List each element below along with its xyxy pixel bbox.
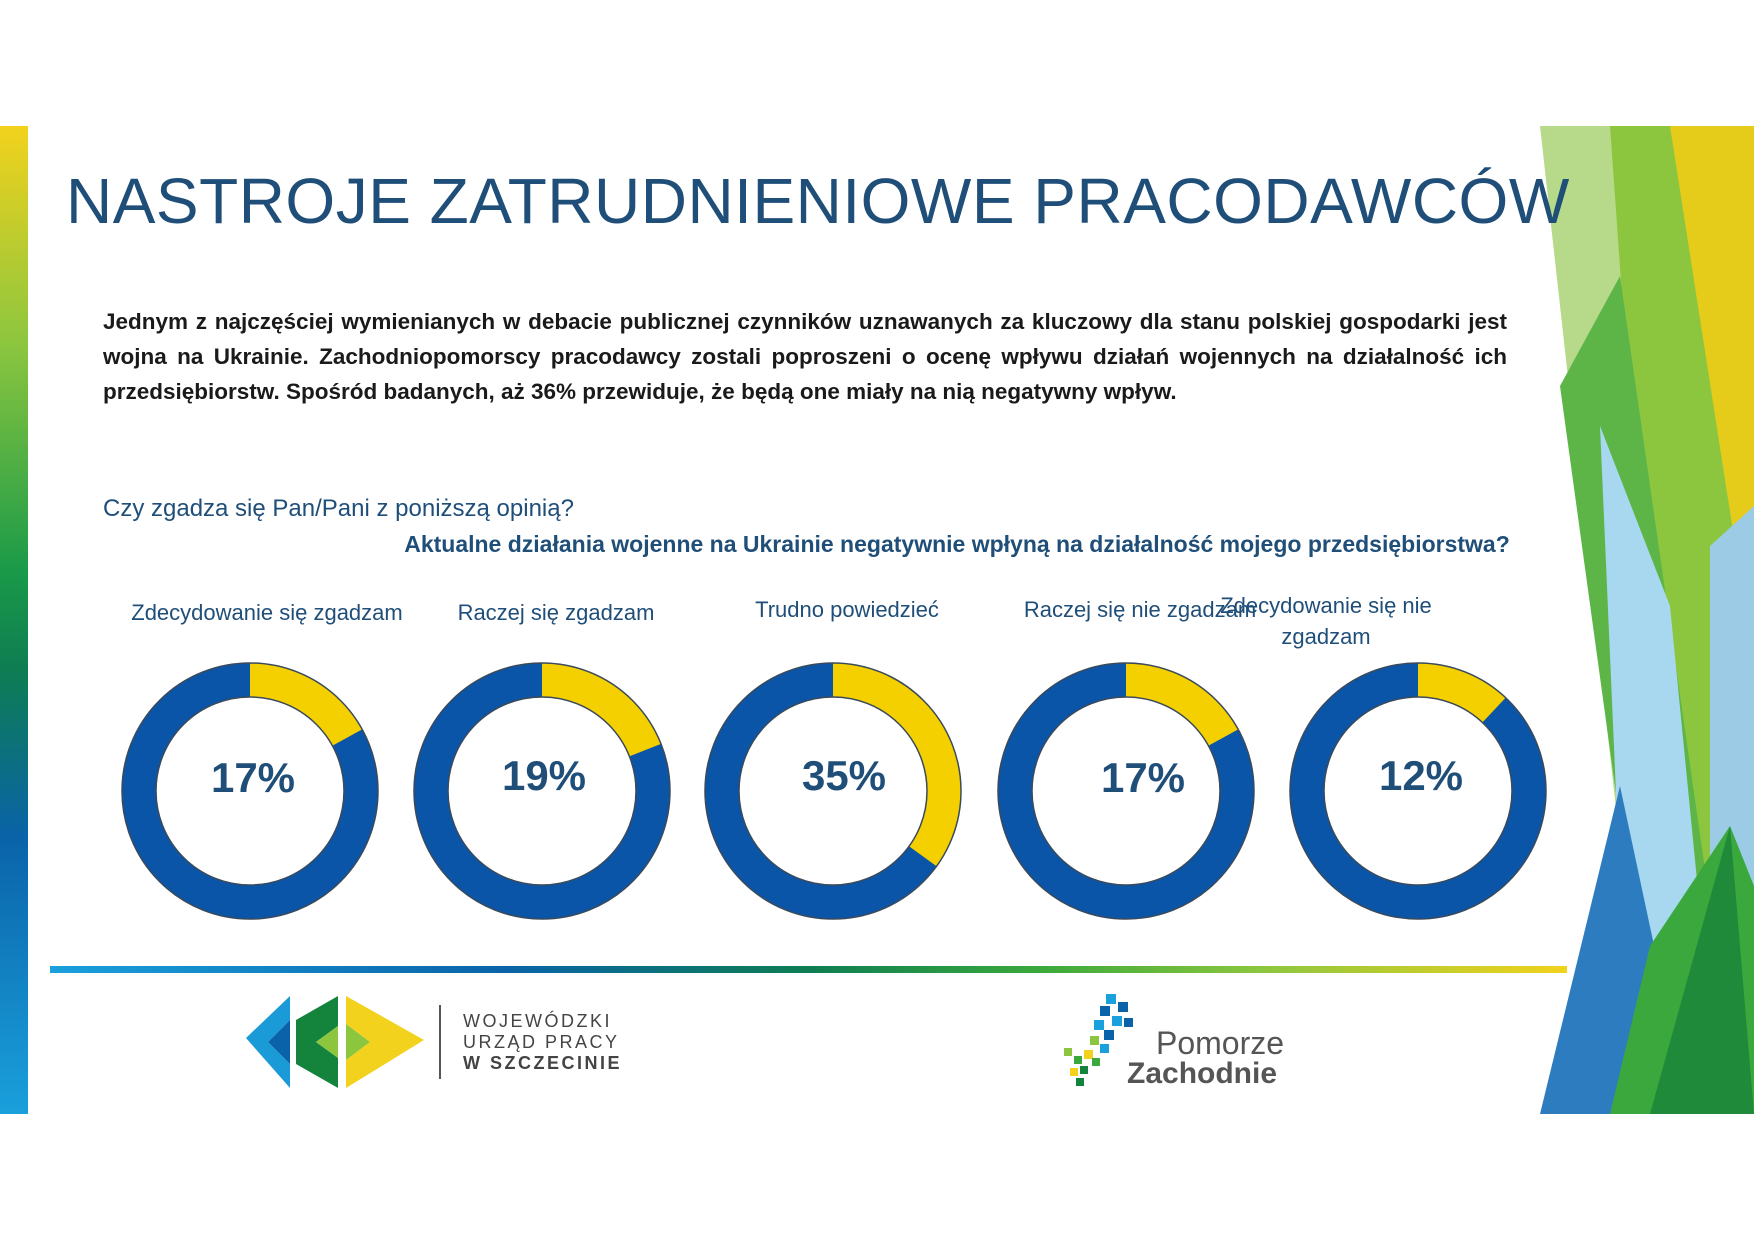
chart-label-strongly-disagree: Zdecydowanie się nie zgadzam <box>1220 593 1432 649</box>
donut-segment-strongly-agree <box>250 680 347 738</box>
wup-name <box>463 1011 622 1074</box>
footer-gradient-line <box>50 966 1567 973</box>
chart-label-rather-agree: Raczej się zgadzam <box>457 600 655 625</box>
donut-value-hard-to-say: 35% <box>801 752 887 800</box>
donut-strongly-agree <box>122 663 378 919</box>
pomorze-line-1: Pomorze <box>1156 1025 1285 1061</box>
donut-segment-rather-disagree <box>1126 680 1223 738</box>
donut-rather-disagree <box>998 663 1254 919</box>
donut-value-rather-agree: 19% <box>501 752 587 800</box>
wup-line-2: URZĄD PRACY <box>463 1032 620 1052</box>
donut-strongly-disagree <box>1290 663 1546 919</box>
donut-value-strongly-disagree: 12% <box>1378 752 1464 800</box>
donut-rather-agree <box>414 663 670 919</box>
wup-line-3: W SZCZECINIE <box>463 1053 622 1073</box>
donut-segment-rather-agree <box>542 680 645 750</box>
pomorze-line-2: Zachodnie <box>1127 1057 1278 1090</box>
wup-logo-icon <box>246 990 426 1090</box>
donut-value-strongly-agree: 17% <box>210 754 296 802</box>
donut-value-rather-disagree: 17% <box>1100 754 1186 802</box>
survey-question: Czy zgadza się Pan/Pani z poniższą opinią? <box>103 495 574 522</box>
donut-hard-to-say <box>705 663 961 919</box>
chart-label-hard-to-say: Trudno powiedzieć <box>755 597 939 622</box>
chart-label-rather-disagree: Raczej się nie zgadzam <box>1023 597 1257 622</box>
intro-paragraph: Jednym z najczęściej wymienianych w debacie publicznej czynników uznawanych za kluczowy dla stanu polskiej gospodarki jest wojna na Ukrainie. Zachodniopomorscy pracodawcy zostali poproszeni o ocenę wpływu działań wojennych na działalność ich przedsiębiorstw. Spośród badanych, aż 36% przewiduje, że będą one miały na nią negatywny wpływ. <box>103 309 1507 404</box>
chart-label-strongly-agree: Zdecydowanie się zgadzam <box>131 600 403 625</box>
survey-statement: Aktualne działania wojenne na Ukrainie negatywnie wpłyną na działalność mojego przedsiębiorstwa? <box>404 531 1510 557</box>
wup-separator <box>439 1005 441 1079</box>
wup-line-1: WOJEWÓDZKI <box>463 1011 612 1031</box>
page-title: NASTROJE ZATRUDNIENIOWE PRACODAWCÓW <box>66 165 1570 237</box>
